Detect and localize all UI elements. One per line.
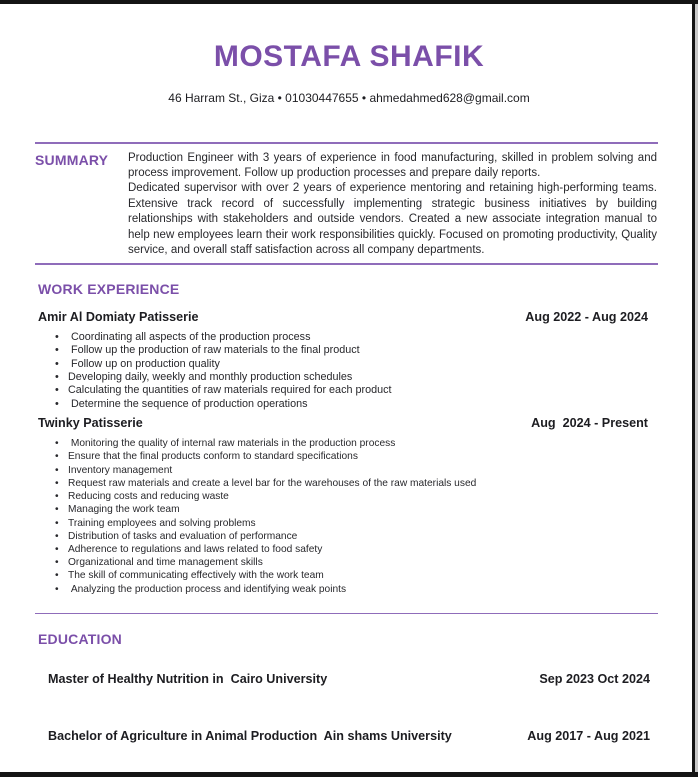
degree-dates: Aug 2017 - Aug 2021 [527,729,650,744]
education-entry [0,672,698,686]
section-divider [35,613,658,615]
section-divider [35,142,658,144]
job-company: Twinky Patisserie [38,416,143,431]
degree-title: Master of Healthy Nutrition in Cairo University [48,672,328,687]
summary-section [0,151,698,259]
resume-name: MOSTAFA SHAFIK [213,40,485,73]
work-experience-heading: WORK EXPERIENCE [38,280,180,297]
job-bullet: • Follow up on production quality [55,358,638,371]
job-bullet: • Follow up the production of raw materials to the final product [55,344,638,357]
job-bullet: • Analyzing the production process and identifying weak points [55,583,638,596]
degree-dates: Sep 2023 Oct 2024 [539,672,650,687]
section-divider [35,263,658,265]
job-bullet: • Training employees and solving problems [55,517,638,530]
job-bullet: • Coordinating all aspects of the production process [55,331,638,344]
job-bullet: • Calculating the quantities of raw materials required for each product [55,384,638,397]
job-bullet: • Organizational and time management skills [55,556,638,569]
job-company: Amir Al Domiaty Patisserie [38,309,199,324]
job-bullet: • Ensure that the final products conform to standard specifications [55,450,638,463]
degree-title: Bachelor of Agriculture in Animal Production Ain shams University [48,729,452,744]
contact-line: 46 Harram St., Giza • 01030447655 • ahmedahmed628@gmail.com [168,91,530,105]
job-dates: Aug 2024 - Present [531,416,648,431]
job-bullet: • Managing the work team [55,503,638,516]
summary-paragraph: Dedicated supervisor with over 2 years of experience mentoring and retaining high-performing teams. Extensive track record of successfully implementing strategic business initiatives by building relationships with stakeholders and outside vendors. Created a new associate integration manual to help new employees learn their work responsibilities quickly. Focused on promoting productivity, Quality service, and overall staff satisfaction across all company departments. [128,182,657,256]
summary-heading: SUMMARY [35,151,109,168]
job-header [0,310,698,324]
education-heading: EDUCATION [38,631,122,648]
job-bullet: • Developing daily, weekly and monthly production schedules [55,371,638,384]
job-bullet: • Reducing costs and reducing waste [55,490,638,503]
job-dates: Aug 2022 - Aug 2024 [525,309,648,324]
summary-paragraph: Production Engineer with 3 years of experience in food manufacturing, skilled in problem solving and process improvement. Follow up production processes and prepare daily reports. [128,151,657,179]
job-bullet: • Determine the sequence of production operations [55,398,638,411]
job-bullet: • Monitoring the quality of internal raw materials in the production process [55,437,638,450]
job-bullet: • Adherence to regulations and laws related to food safety [55,543,638,556]
job-header [0,416,698,430]
education-entry [0,729,698,743]
job-bullet: • Inventory management [55,464,638,477]
job-bullet: • Distribution of tasks and evaluation of performance [55,530,638,543]
job-bullet-list [0,437,698,595]
job-bullet-list [0,331,698,411]
job-bullet: • Request raw materials and create a level bar for the warehouses of the raw materials used [55,477,638,490]
job-bullet: • The skill of communicating effectively with the work team [55,569,638,582]
page-right-edge [692,4,698,772]
summary-body [128,151,657,259]
